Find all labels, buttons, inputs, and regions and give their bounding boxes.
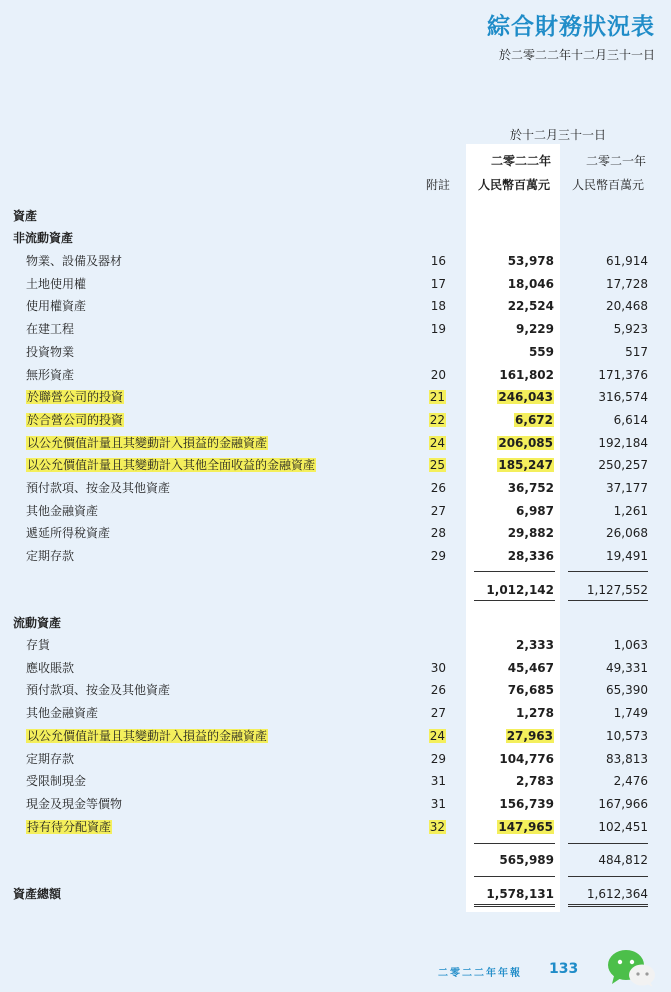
row-note: 26 — [430, 683, 446, 698]
row-label: 受限制現金 — [26, 774, 87, 789]
table-row — [0, 793, 671, 815]
row-prior-year-value: 517 — [625, 344, 648, 359]
report-name: 二零二二年年報 — [438, 968, 522, 979]
row-label: 在建工程 — [26, 322, 75, 337]
row-note: 27 — [430, 503, 446, 518]
grand-total-double-underline-prior — [568, 904, 648, 907]
row-current-year-value: 29,882 — [507, 526, 554, 541]
row-prior-year-value: 316,574 — [598, 390, 648, 405]
row-note: 29 — [430, 751, 446, 766]
row-current-year-value: 246,043 — [498, 390, 553, 405]
table-row — [0, 386, 671, 408]
total-assets-label: 資產總額 — [13, 887, 62, 901]
table-row — [0, 477, 671, 499]
table-row — [0, 341, 671, 363]
row-prior-year-value: 2,476 — [613, 774, 648, 789]
row-prior-year-value: 1,063 — [613, 638, 648, 652]
subtotal-rule-prior — [568, 843, 648, 844]
row-note: 17 — [430, 276, 446, 291]
current-total-prior: 484,812 — [598, 853, 648, 867]
unit-current-header: 人民幣百萬元 — [478, 178, 551, 192]
total-assets-current: 1,578,131 — [486, 887, 554, 901]
row-prior-year-value: 1,261 — [613, 503, 648, 518]
row-note: 20 — [430, 367, 446, 382]
subtotal-rule-current — [474, 571, 555, 572]
row-note: 26 — [430, 481, 446, 495]
row-note: 32 — [429, 819, 445, 834]
table-row — [0, 770, 671, 792]
current-total-current: 565,989 — [499, 853, 554, 867]
row-label: 應收賬款 — [26, 660, 75, 675]
page-title: 綜合財務狀況表 — [487, 14, 655, 40]
row-current-year-value: 76,685 — [507, 683, 554, 698]
row-label: 預付款項、按金及其他資產 — [26, 481, 171, 495]
table-row — [0, 545, 671, 567]
row-current-year-value: 206,085 — [498, 435, 553, 450]
row-note: 31 — [430, 774, 446, 789]
row-label: 使用權資產 — [26, 299, 87, 314]
grand-total-rule-current — [474, 876, 555, 877]
row-current-year-value: 156,739 — [499, 796, 554, 811]
row-note: 18 — [430, 299, 446, 314]
row-prior-year-value: 102,451 — [598, 819, 648, 834]
row-label: 存貨 — [26, 638, 51, 652]
row-prior-year-value: 17,728 — [606, 276, 648, 291]
row-prior-year-value: 5,923 — [613, 322, 648, 337]
row-label: 其他金融資產 — [26, 503, 99, 518]
row-note: 24 — [429, 728, 445, 743]
row-prior-year-value: 26,068 — [606, 526, 648, 541]
table-row — [0, 432, 671, 454]
table-row — [0, 318, 671, 340]
subtotal-underline-current — [474, 600, 555, 601]
page-number: 133 — [549, 961, 579, 977]
row-label: 土地使用權 — [26, 276, 87, 291]
current-total-row — [0, 849, 671, 871]
row-label: 於聯營公司的投資 — [27, 390, 124, 405]
row-current-year-value: 559 — [528, 344, 554, 359]
section-heading — [0, 612, 671, 634]
table-row — [0, 725, 671, 747]
row-note: 27 — [430, 706, 446, 721]
section-heading — [0, 227, 671, 249]
row-note: 29 — [430, 549, 446, 564]
row-current-year-value: 185,247 — [498, 458, 553, 473]
row-current-year-value: 9,229 — [516, 322, 554, 337]
row-note: 16 — [430, 254, 446, 268]
non-current-total-row — [0, 579, 671, 601]
row-prior-year-value: 20,468 — [606, 299, 648, 314]
row-current-year-value: 53,978 — [507, 254, 554, 268]
wechat-logo-icon — [606, 948, 658, 992]
row-prior-year-value: 61,914 — [606, 254, 648, 268]
row-prior-year-value: 65,390 — [606, 683, 648, 698]
table-row — [0, 816, 671, 838]
total-assets-prior: 1,612,364 — [586, 887, 648, 901]
row-label: 無形資產 — [26, 367, 75, 382]
year-prior-header: 二零二一年 — [586, 154, 647, 168]
row-current-year-value: 22,524 — [507, 299, 554, 314]
row-label: 遞延所得稅資產 — [26, 526, 111, 541]
period-header: 於十二月三十一日 — [510, 128, 607, 142]
table-row — [0, 657, 671, 679]
row-note: 30 — [430, 660, 446, 675]
statement-date: 於二零二二年十二月三十一日 — [498, 48, 655, 62]
row-current-year-value: 147,965 — [498, 819, 553, 834]
current-assets-heading: 流動資產 — [13, 616, 62, 630]
table-row — [0, 273, 671, 295]
row-label: 其他金融資產 — [26, 706, 99, 721]
row-prior-year-value: 6,614 — [613, 412, 648, 427]
row-current-year-value: 2,333 — [516, 638, 554, 652]
row-note: 22 — [429, 412, 445, 427]
row-note: 24 — [429, 435, 445, 450]
table-row — [0, 634, 671, 656]
row-note: 19 — [430, 322, 446, 337]
table-row — [0, 409, 671, 431]
row-current-year-value: 161,802 — [499, 367, 554, 382]
row-label: 以公允價值計量且其變動計入損益的金融資產 — [27, 728, 268, 743]
row-current-year-value: 27,963 — [506, 728, 553, 743]
row-current-year-value: 45,467 — [507, 660, 554, 675]
row-label: 預付款項、按金及其他資產 — [26, 683, 171, 698]
row-label: 於合營公司的投資 — [27, 412, 124, 427]
row-prior-year-value: 49,331 — [606, 660, 648, 675]
unit-prior-header: 人民幣百萬元 — [572, 178, 645, 192]
grand-total-rule-prior — [568, 876, 648, 877]
table-row — [0, 364, 671, 386]
non-current-total-prior: 1,127,552 — [586, 583, 648, 597]
subtotal-rule-current — [474, 843, 555, 844]
row-prior-year-value: 83,813 — [606, 751, 648, 766]
year-current-header: 二零二二年 — [491, 154, 552, 168]
grand-total-row — [0, 883, 671, 905]
row-prior-year-value: 37,177 — [606, 481, 648, 495]
note-header: 附註 — [426, 178, 451, 192]
row-label: 投資物業 — [26, 344, 75, 359]
row-label: 以公允價值計量且其變動計入其他全面收益的金融資產 — [27, 458, 316, 473]
row-label: 定期存款 — [26, 751, 75, 766]
table-row — [0, 679, 671, 701]
row-label: 持有待分配資產 — [27, 819, 112, 834]
section-heading — [0, 205, 671, 227]
row-label: 現金及現金等價物 — [26, 796, 123, 811]
row-note: 31 — [430, 796, 446, 811]
non-current-total-current: 1,012,142 — [486, 583, 554, 597]
row-prior-year-value: 167,966 — [598, 796, 648, 811]
row-prior-year-value: 10,573 — [606, 728, 648, 743]
row-label: 以公允價值計量且其變動計入損益的金融資產 — [27, 435, 268, 450]
row-prior-year-value: 171,376 — [598, 367, 648, 382]
row-note: 28 — [430, 526, 446, 541]
row-prior-year-value: 250,257 — [598, 458, 648, 473]
row-prior-year-value: 192,184 — [598, 435, 648, 450]
row-current-year-value: 6,672 — [515, 412, 553, 427]
row-label: 定期存款 — [26, 549, 75, 564]
row-prior-year-value: 19,491 — [606, 549, 648, 564]
row-current-year-value: 28,336 — [507, 549, 554, 564]
assets-heading: 資產 — [13, 209, 38, 223]
table-row — [0, 295, 671, 317]
non-current-assets-heading: 非流動資產 — [13, 231, 74, 245]
row-note: 21 — [429, 390, 445, 405]
row-current-year-value: 18,046 — [507, 276, 554, 291]
row-current-year-value: 2,783 — [516, 774, 554, 789]
table-row — [0, 454, 671, 476]
table-row — [0, 522, 671, 544]
row-prior-year-value: 1,749 — [613, 706, 648, 721]
subtotal-underline-prior — [568, 600, 648, 601]
row-current-year-value: 104,776 — [499, 751, 554, 766]
row-current-year-value: 6,987 — [516, 503, 554, 518]
grand-total-double-underline-current — [474, 904, 555, 907]
table-row — [0, 500, 671, 522]
table-row — [0, 748, 671, 770]
row-current-year-value: 1,278 — [516, 706, 554, 721]
table-row — [0, 702, 671, 724]
subtotal-rule-prior — [568, 571, 648, 572]
row-note: 25 — [429, 458, 445, 473]
row-label: 物業、設備及器材 — [26, 254, 123, 268]
row-current-year-value: 36,752 — [507, 481, 554, 495]
table-row — [0, 250, 671, 272]
